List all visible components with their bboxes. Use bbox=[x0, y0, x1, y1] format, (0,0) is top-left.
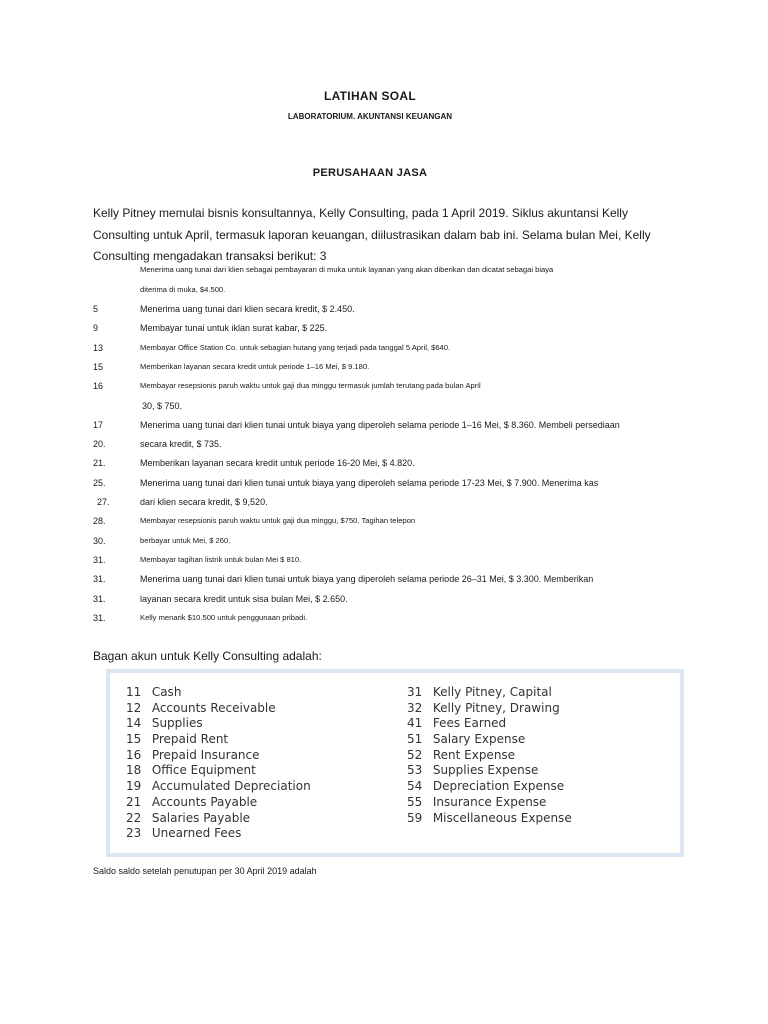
account-row bbox=[126, 685, 311, 701]
transaction-text: dari klien secara kredit, $ 9,520. bbox=[140, 497, 268, 507]
account-name: Rent Expense bbox=[432, 747, 516, 762]
footer-note: Saldo saldo setelah penutupan per 30 April 2019 adalah bbox=[93, 866, 317, 876]
account-row bbox=[407, 732, 572, 748]
account-row bbox=[407, 763, 572, 779]
account-row bbox=[407, 811, 572, 827]
transaction-date: 31. bbox=[93, 555, 106, 565]
account-row bbox=[126, 732, 311, 748]
account-number: 41 bbox=[407, 716, 423, 731]
account-number: 53 bbox=[407, 763, 423, 778]
transaction-date: 31. bbox=[93, 613, 106, 623]
transaction-text: Kelly menarik $10.500 untuk penggunaan pribadi. bbox=[140, 613, 308, 622]
accounts-column-right bbox=[407, 685, 572, 826]
transaction-date: 25. bbox=[93, 478, 106, 488]
transaction-date: 5 bbox=[93, 304, 99, 314]
account-name: Kelly Pitney, Drawing bbox=[432, 700, 560, 715]
intro-paragraph: Kelly Pitney memulai bisnis konsultannya, Kelly Consulting, pada 1 April 2019. Siklus akuntansi Kelly Consulting untuk April, termasuk laporan keuangan, diilustrasikan dalam bab ini. Selama bulan Mei, Kelly Consulting mengadakan transaksi berikut: 3 bbox=[93, 206, 651, 263]
transaction-text: Menerima uang tunai dari klien tunai untuk biaya yang diperoleh selama periode 17-23 Mei, $ 7.900. Menerima kas bbox=[140, 478, 599, 488]
account-number: 19 bbox=[126, 779, 142, 794]
section-heading: PERUSAHAAN JASA bbox=[312, 167, 428, 179]
account-row bbox=[126, 826, 311, 842]
transaction-text: Membayar tagihan listrik untuk bulan Mei $ 810. bbox=[140, 555, 302, 564]
transaction-date: 15 bbox=[93, 362, 104, 372]
account-row bbox=[407, 701, 572, 717]
account-name: Insurance Expense bbox=[432, 794, 547, 809]
account-row bbox=[126, 716, 311, 732]
transaction-text: secara kredit, $ 735. bbox=[140, 439, 222, 449]
account-name: Accounts Receivable bbox=[151, 700, 276, 715]
transaction-text: diterima di muka, $4.500. bbox=[140, 285, 226, 294]
document-title: LATIHAN SOAL bbox=[323, 89, 417, 103]
account-row bbox=[126, 779, 311, 795]
transaction-date: 17 bbox=[93, 420, 104, 430]
transaction-date: 13 bbox=[93, 343, 104, 353]
account-name: Miscellaneous Expense bbox=[432, 810, 572, 825]
account-row bbox=[126, 701, 311, 717]
transaction-text: Membayar resepsionis paruh waktu untuk gaji dua minggu, $750. Tagihan telepon bbox=[140, 516, 416, 525]
transaction-text: Menerima uang tunai dari klien tunai untuk biaya yang diperoleh selama periode 26–31 Mei, $ 3.300. Memberikan bbox=[140, 574, 594, 584]
account-number: 54 bbox=[407, 779, 423, 794]
transaction-date: 21. bbox=[93, 458, 106, 468]
account-name: Supplies Expense bbox=[432, 763, 539, 778]
account-row bbox=[407, 795, 572, 811]
document-subtitle: LABORATORIUM. AKUNTANSI KEUANGAN bbox=[287, 112, 453, 121]
account-name: Accumulated Depreciation bbox=[151, 779, 311, 794]
account-name: Fees Earned bbox=[432, 716, 507, 731]
account-name: Salary Expense bbox=[432, 732, 526, 747]
transaction-text: Menerima uang tunai dari klien sebagai pembayaran di muka untuk layanan yang akan diberikan dan dicatat sebagai biaya bbox=[140, 265, 554, 274]
transaction-date: 31. bbox=[93, 574, 106, 584]
transaction-date: 28. bbox=[93, 516, 106, 526]
account-row bbox=[126, 748, 311, 764]
transaction-text: berbayar untuk Mei, $ 260. bbox=[140, 536, 231, 545]
transaction-text: 30, $ 750. bbox=[142, 401, 183, 411]
transaction-text: Membayar tunai untuk iklan surat kabar, $ 225. bbox=[140, 323, 328, 333]
account-name: Salaries Payable bbox=[151, 810, 251, 825]
transaction-date: 30. bbox=[93, 536, 106, 546]
account-number: 11 bbox=[126, 685, 142, 699]
account-number: 14 bbox=[126, 716, 142, 731]
account-name: Unearned Fees bbox=[151, 826, 242, 841]
account-row bbox=[407, 716, 572, 732]
account-number: 15 bbox=[126, 732, 142, 747]
transaction-text: Membayar resepsionis paruh waktu untuk gaji dua minggu termasuk jumlah terutang pada bulan April bbox=[140, 381, 481, 390]
transaction-text: Memberikan layanan secara kredit untuk periode 1–16 Mei, $ 9.180. bbox=[140, 362, 370, 371]
account-row bbox=[126, 811, 311, 827]
account-name: Accounts Payable bbox=[151, 794, 258, 809]
chart-of-accounts-label: Bagan akun untuk Kelly Consulting adalah: bbox=[93, 649, 322, 663]
account-number: 51 bbox=[407, 732, 423, 747]
account-row bbox=[126, 795, 311, 811]
transaction-text: Membayar Office Station Co. untuk sebagian hutang yang terjadi pada tanggal 5 April, $640. bbox=[140, 343, 451, 352]
transaction-date: 20. bbox=[93, 439, 106, 449]
account-number: 52 bbox=[407, 747, 423, 762]
chart-of-accounts-box bbox=[106, 669, 684, 857]
account-number: 23 bbox=[126, 826, 142, 841]
transaction-text: Memberikan layanan secara kredit untuk periode 16-20 Mei, $ 4.820. bbox=[140, 458, 415, 468]
account-name: Supplies bbox=[151, 716, 203, 731]
account-number: 32 bbox=[407, 700, 423, 715]
account-number: 12 bbox=[126, 700, 142, 715]
transaction-text: layanan secara kredit untuk sisa bulan Mei, $ 2.650. bbox=[140, 594, 348, 604]
account-number: 59 bbox=[407, 810, 423, 825]
account-number: 22 bbox=[126, 810, 142, 825]
account-row bbox=[407, 779, 572, 795]
account-number: 16 bbox=[126, 747, 142, 762]
account-row bbox=[126, 763, 311, 779]
transaction-date: 16 bbox=[93, 381, 104, 391]
account-name: Cash bbox=[151, 685, 182, 699]
account-name: Depreciation Expense bbox=[432, 779, 565, 794]
transaction-date: 9 bbox=[93, 323, 99, 333]
account-name: Office Equipment bbox=[151, 763, 256, 778]
account-number: 21 bbox=[126, 794, 142, 809]
account-row bbox=[407, 685, 572, 701]
chart-of-accounts-panel bbox=[110, 673, 680, 853]
transaction-date: 27. bbox=[97, 497, 110, 507]
accounts-column-left bbox=[126, 685, 311, 842]
account-number: 31 bbox=[407, 685, 423, 699]
transaction-text: Menerima uang tunai dari klien secara kredit, $ 2.450. bbox=[140, 304, 355, 314]
account-name: Prepaid Insurance bbox=[151, 747, 260, 762]
transaction-text: Menerima uang tunai dari klien tunai untuk biaya yang diperoleh selama periode 1–16 Mei, $ 8.360. Membeli persediaan bbox=[140, 420, 620, 430]
account-name: Prepaid Rent bbox=[151, 732, 229, 747]
account-number: 18 bbox=[126, 763, 142, 778]
account-name: Kelly Pitney, Capital bbox=[432, 685, 552, 699]
account-row bbox=[407, 748, 572, 764]
transaction-date: 31. bbox=[93, 594, 106, 604]
account-number: 55 bbox=[407, 794, 423, 809]
